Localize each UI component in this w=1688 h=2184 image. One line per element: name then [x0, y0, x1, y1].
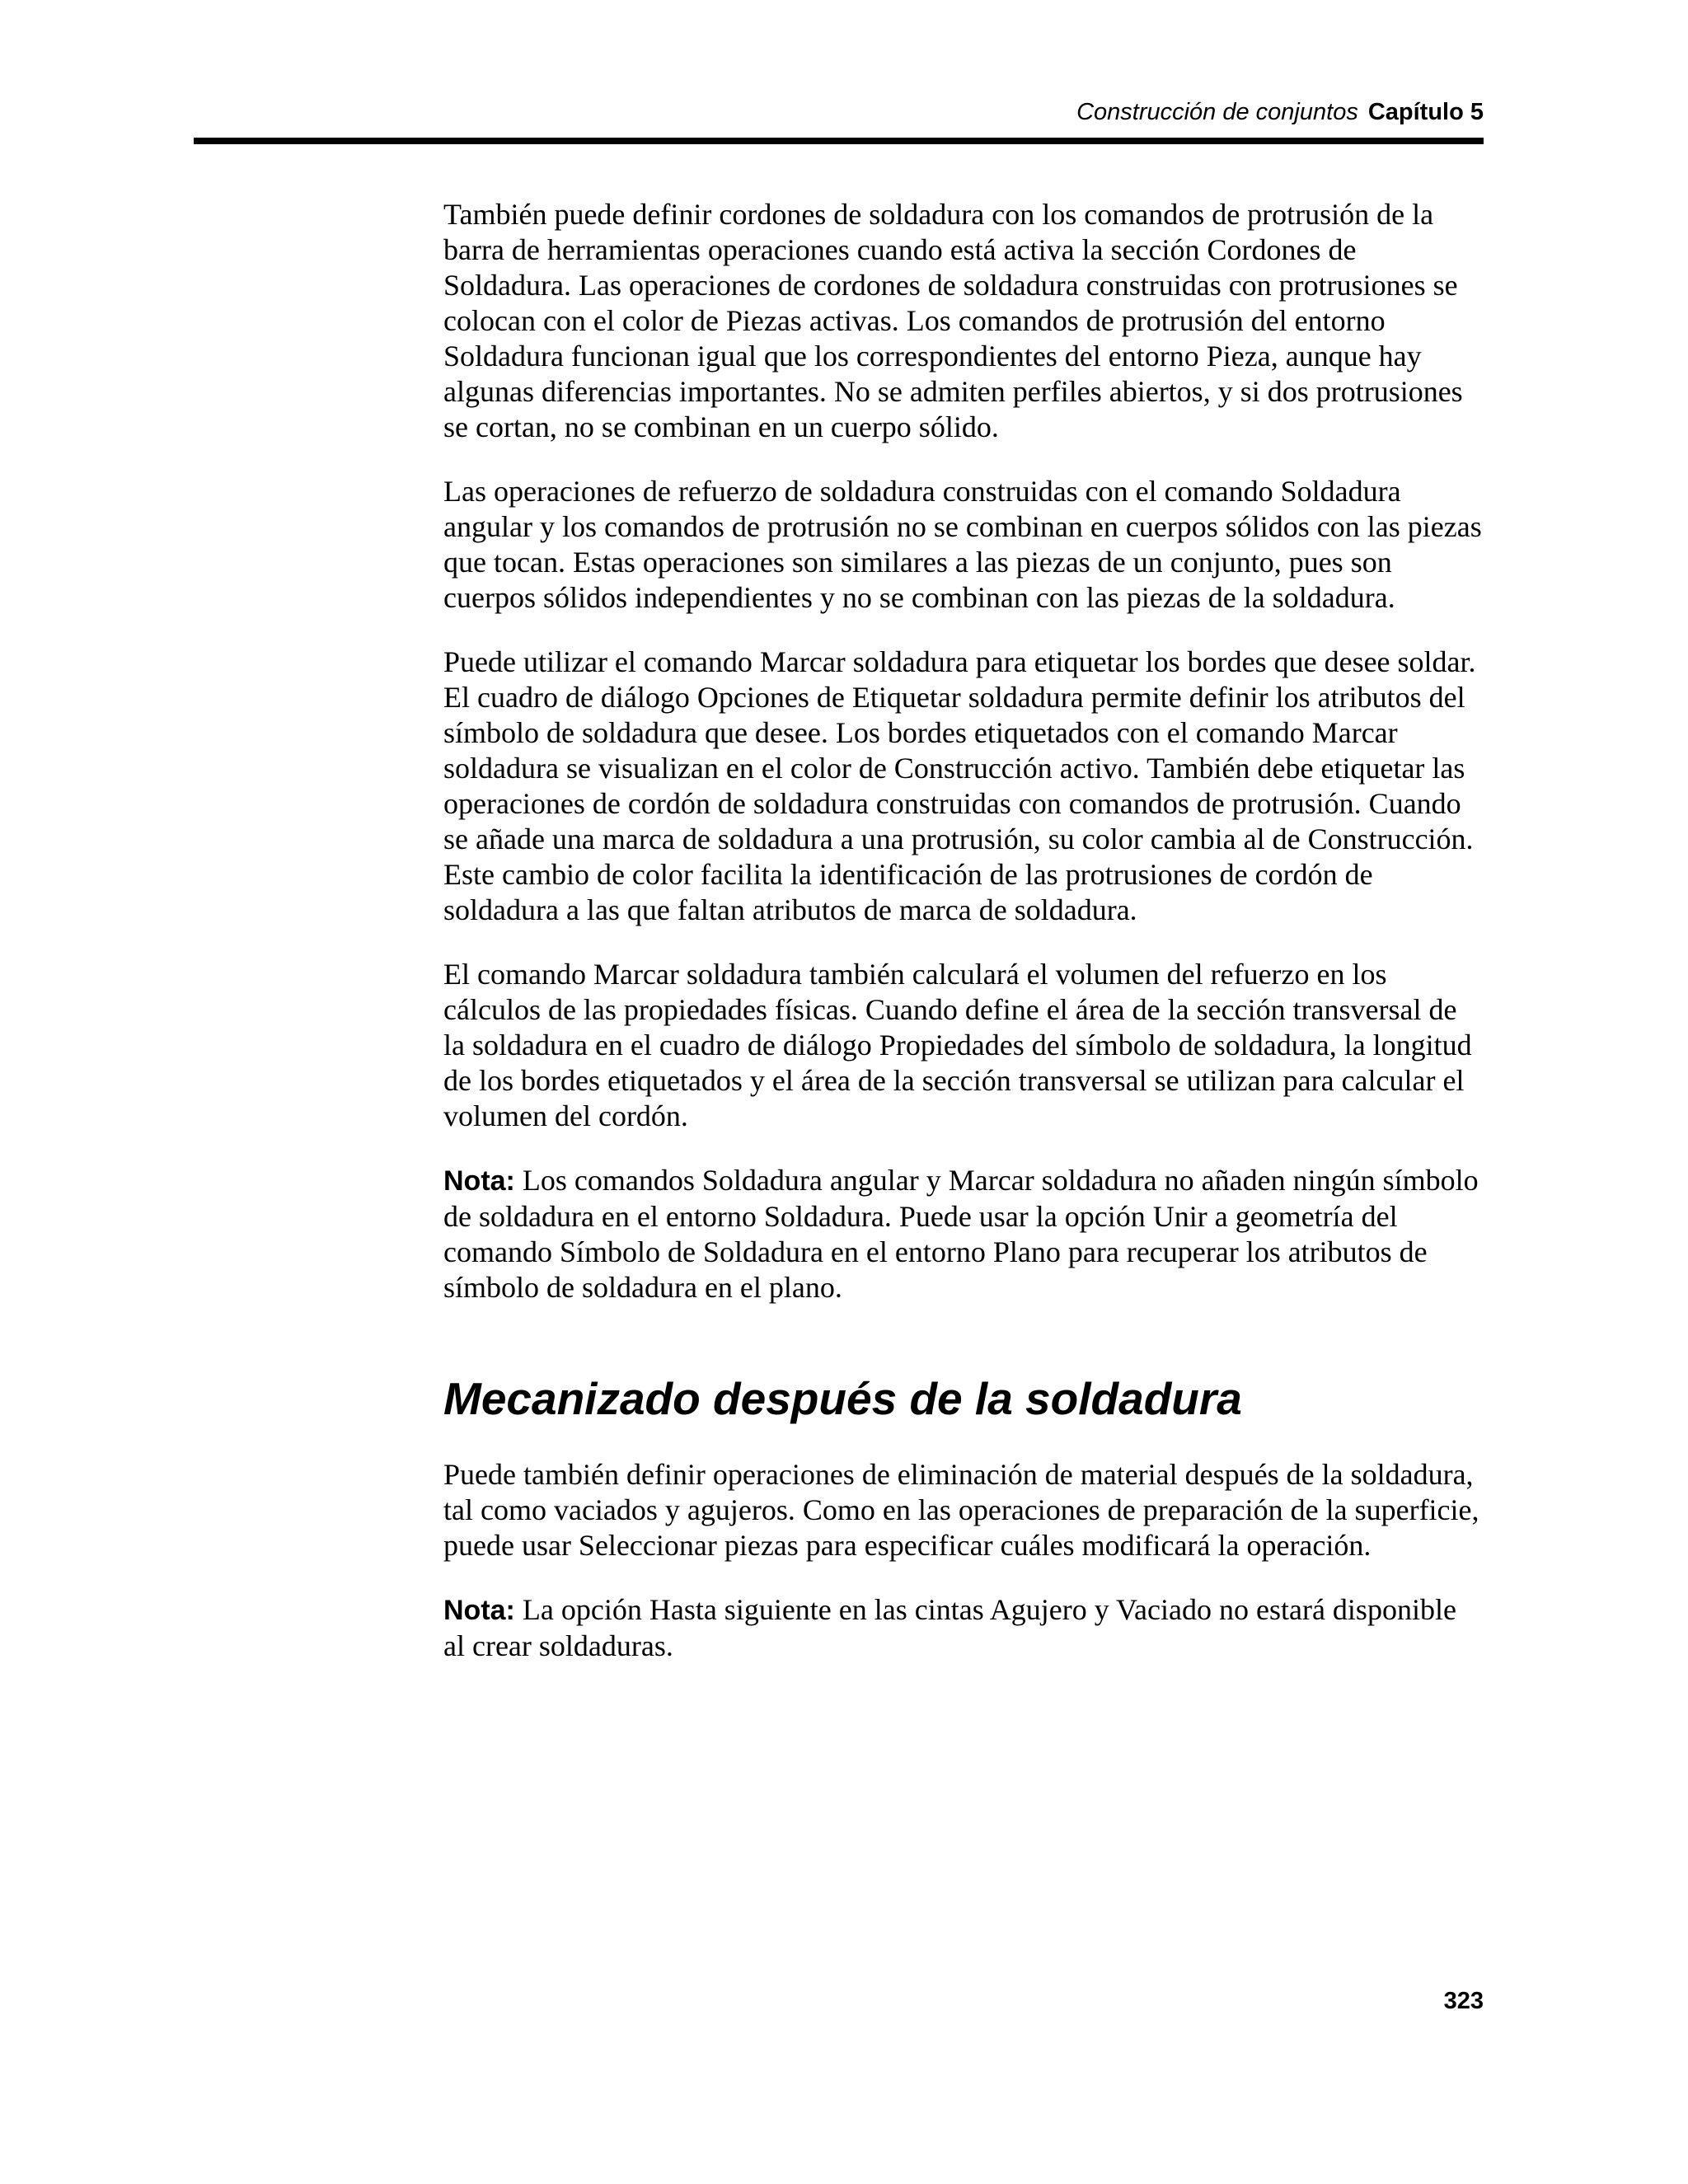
note-hole-cutout	[443, 1592, 1484, 1664]
running-header-chapter-label: Capítulo 5	[1367, 99, 1484, 125]
paragraph-post-weld-machining: Puede también definir operaciones de eliminación de material después de la soldadura, tal como vaciados y agujeros. Como en las operaciones de preparación de la superficie, puede usar Seleccionar piezas para especificar cuáles modificará la operación.	[443, 1458, 1479, 1562]
paragraph-weld-volume: El comando Marcar soldadura también calculará el volumen del refuerzo en los cálculos de las propiedades físicas. Cuando define el área de la sección transversal de la soldadura en el cuadro de diálogo Propiedades del símbolo de soldadura, la longitud de los bordes etiquetados y el área de la sección transversal se utilizan para calcular el volumen del cordón.	[443, 958, 1472, 1132]
paragraph-weld-beads-protrusion: También puede definir cordones de soldadura con los comandos de protrusión de la barra de herramientas operaciones cuando está activa la sección Cordones de Soldadura. Las operaciones de cordones de soldadura construidas con protrusiones se colocan con el color de Piezas activas. Los comandos de protrusión del entorno Soldadura funcionan igual que los correspondientes del entorno Pieza, aunque hay algunas diferencias importantes. No se admiten perfiles abiertos, y si dos protrusiones se cortan, no se combinan en un cuerpo sólido.	[443, 198, 1463, 443]
note-label: Nota:	[443, 1595, 515, 1626]
paragraph-mark-weld: Puede utilizar el comando Marcar soldadura para etiquetar los bordes que desee soldar. El cuadro de diálogo Opciones de Etiquetar soldadura permite definir los atributos del símbolo de soldadura que desee. Los bordes etiquetados con el comando Marcar soldadura se visualizan en el color de Construcción activo. También debe etiquetar las operaciones de cordón de soldadura construidas con comandos de protrusión. Cuando se añade una marca de soldadura a una protrusión, su color cambia al de Construcción. Este cambio de color facilita la identificación de las protrusiones de cordón de soldadura a las que faltan atributos de marca de soldadura.	[443, 645, 1476, 926]
page-content	[443, 197, 1484, 1693]
paragraph-weld-reinforcement: Las operaciones de refuerzo de soldadura construidas con el comando Soldadura angular y los comandos de protrusión no se combinan en cuerpos sólidos con las piezas que tocan. Estas operaciones son similares a las piezas de un conjunto, pues son cuerpos sólidos independientes y no se combinan con las piezas de la soldadura.	[443, 475, 1482, 614]
note-text: La opción Hasta siguiente en las cintas Agujero y Vaciado no estará disponible al crear soldaduras.	[443, 1593, 1456, 1662]
header-rule	[194, 138, 1484, 144]
running-header-section-title: Construcción de conjuntos	[1076, 99, 1358, 125]
note-label: Nota:	[443, 1165, 515, 1197]
note-text: Los comandos Soldadura angular y Marcar soldadura no añaden ningún símbolo de soldadura en el entorno Soldadura. Puede usar la opción Unir a geometría del comando Símbolo de Soldadura en el entorno Plano para recuperar los atributos de símbolo de soldadura en el plano.	[443, 1164, 1479, 1304]
section-heading: Mecanizado después de la soldadura	[443, 1373, 1242, 1424]
note-weld-symbol	[443, 1163, 1484, 1305]
running-header	[1076, 97, 1484, 127]
page-number: 323	[1443, 1988, 1484, 2014]
